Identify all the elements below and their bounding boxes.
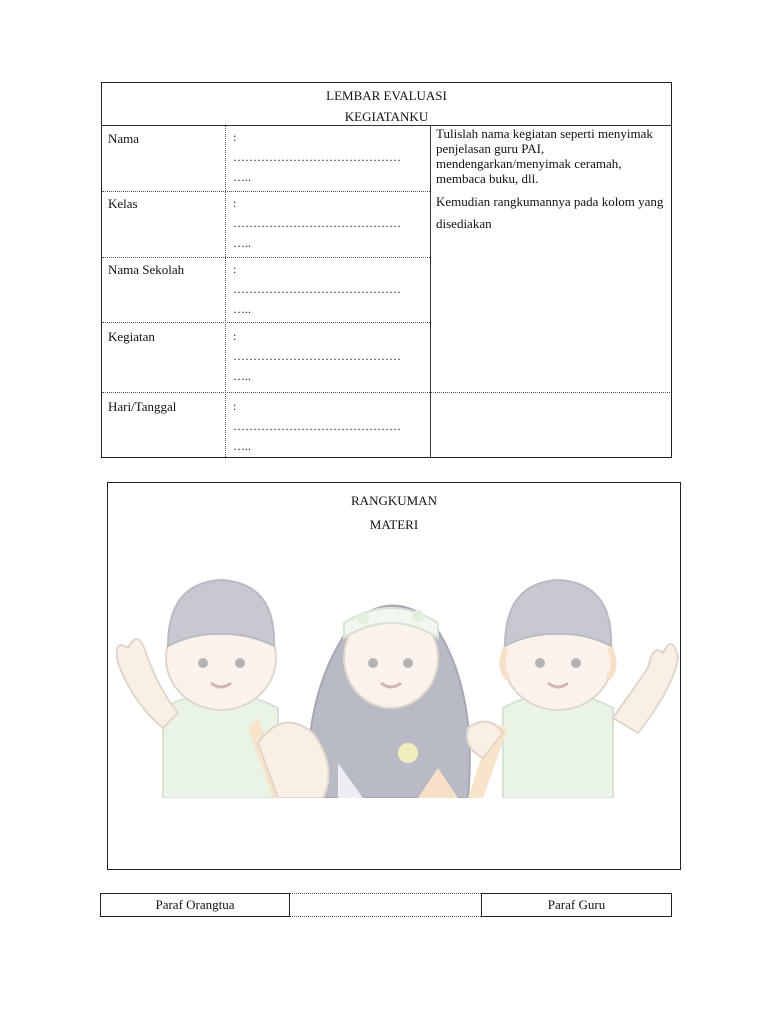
row-label-hari-tanggal: Hari/Tanggal (108, 399, 177, 414)
evaluation-header (102, 83, 671, 126)
row-value-kelas[interactable]: : …………………………………… ….. (233, 196, 401, 250)
row-value-hari-tanggal[interactable]: : …………………………………… ….. (233, 399, 401, 453)
summary-box[interactable] (107, 482, 681, 870)
boy-left-figure (117, 580, 288, 798)
row-separator (102, 392, 670, 393)
summary-title-line1: RANGKUMAN (351, 493, 437, 508)
row-separator (102, 257, 430, 258)
girl-hijab-figure (258, 606, 470, 799)
instruction-paragraph-1: Tulislah nama kegiatan seperti menyimak penjelasan guru PAI, mendengarkan/menyimak ceramah, membaca buku, dll. (436, 126, 653, 186)
row-value-nama-sekolah[interactable]: : …………………………………… ….. (233, 262, 401, 316)
teacher-signature-cell[interactable]: Paraf Guru (481, 893, 672, 917)
boy-right-figure (467, 580, 678, 798)
summary-title-line2: MATERI (369, 517, 419, 532)
row-separator (102, 322, 430, 323)
evaluation-title-line1: LEMBAR EVALUASI (326, 88, 447, 103)
row-separator (102, 191, 430, 192)
row-label-kegiatan: Kegiatan (108, 329, 155, 344)
value-column-divider (430, 126, 431, 457)
evaluation-title-line2: KEGIATANKU (344, 109, 429, 124)
row-label-kelas: Kelas (108, 196, 138, 211)
instruction-text (436, 126, 666, 240)
row-value-nama[interactable]: : …………………………………… ….. (233, 130, 401, 184)
label-column-divider (225, 126, 226, 457)
muslim-kids-watermark-illustration (108, 528, 679, 798)
evaluation-table (101, 82, 672, 458)
row-value-kegiatan[interactable]: : …………………………………… ….. (233, 329, 401, 383)
instruction-paragraph-2: Kemudian rangkumannya pada kolom yang disediakan (436, 194, 664, 231)
parent-signature-cell[interactable]: Paraf Orangtua (100, 893, 290, 917)
row-label-nama: Nama (108, 131, 140, 146)
signature-blank-cell[interactable] (290, 893, 481, 917)
row-label-nama-sekolah: Nama Sekolah (108, 262, 185, 277)
